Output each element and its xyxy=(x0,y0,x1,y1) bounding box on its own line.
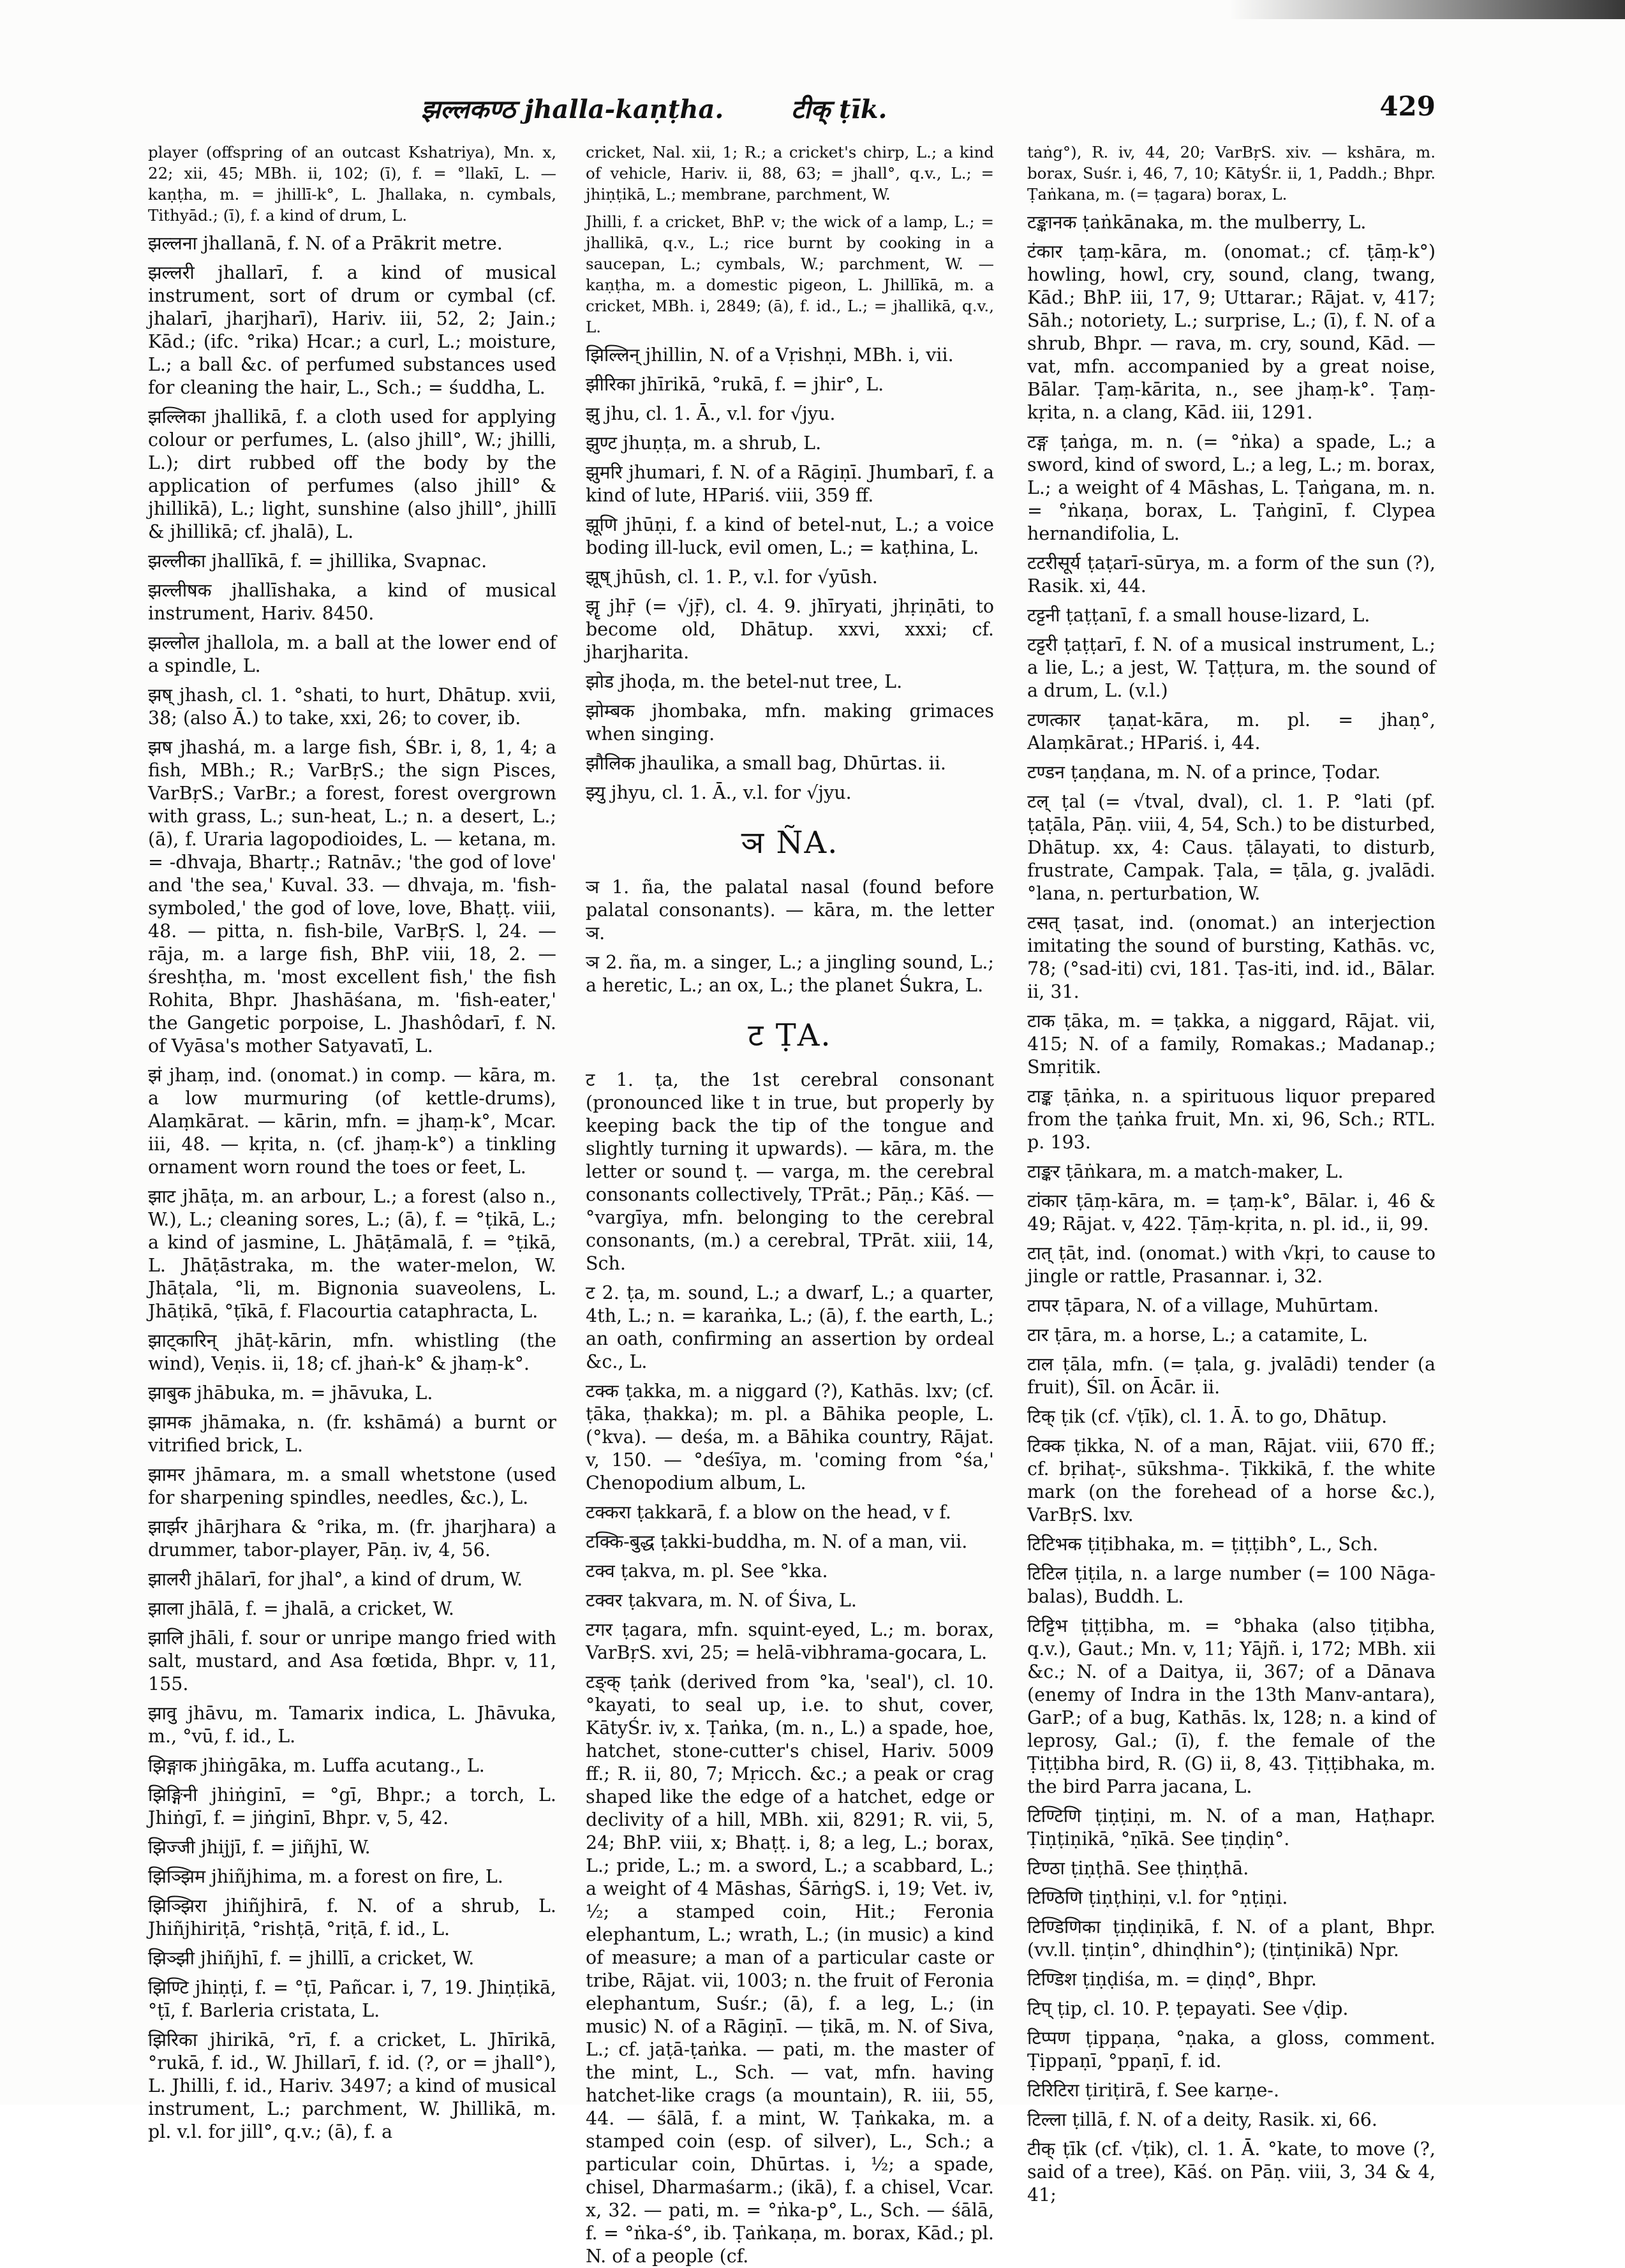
dictionary-entry: झुण्ट jhuṇṭa, m. a shrub, L. xyxy=(586,433,822,454)
dictionary-entry: टक्क ṭakka, m. a niggard (?), Kathās. lxv; (cf. ṭāka, ṭhakka); m. pl. a Bāhika people, L. (°kva). — deśa, m. a Bāhika country, Rājat. v, 150. — °deśīya, m. 'coming from °śa,' Chenopodium album, L. xyxy=(586,1381,994,1493)
dictionary-entry: झिञ्झी jhiñjhī, f. = jhillī, a cricket, W. xyxy=(148,1948,475,1969)
dictionary-entry: टगर ṭagara, mfn. squint-eyed, L.; m. borax, VarBṛS. xvi, 25; = helā-vibhrama-gocara, L. xyxy=(586,1619,994,1663)
dictionary-entry: ट 1. ṭa, the 1st cerebral consonant (pronounced like t in true, but properly by keeping back the tip of the tongue and slightly turning it upwards). — kāra, m. the letter or sound ṭ. — varga, m. the cerebral consonants collectively, TPrāt.; Pāṇ.; Kāś. — °vargīya, mfn. belonging to the cerebral consonants, (m.) a cerebral, TPrāt. xiii, 14, Sch. xyxy=(586,1069,994,1274)
dictionary-entry: झिञ्झिरा jhiñjhirā, f. N. of a shrub, L. Jhiñjhiriṭā, °rishṭā, °riṭā, f. id., L. xyxy=(148,1895,556,1939)
dictionary-entry: झिज्जी jhijjī, f. = jiñjhī, W. xyxy=(148,1837,371,1858)
dictionary-entry: टिक्क ṭikka, N. of a man, Rājat. viii, 670 ff.; cf. bṛihaṭ-, sūkshma-. Ṭikkikā, f. the white mark (on the forehead of a horse &c.), VarBṛS. lxv. xyxy=(1027,1435,1436,1525)
dictionary-entry: ञ 2. ña, m. a singer, L.; a jingling sound, L.; a heretic, L.; an ox, L.; the planet Śukra, L. xyxy=(586,952,994,996)
dictionary-entry: टिप् ṭip, cl. 10. P. ṭepayati. See √ḍip. xyxy=(1027,1998,1349,2019)
dictionary-entry: टक्वर ṭakvara, m. N. of Śiva, L. xyxy=(586,1590,857,1611)
column-right xyxy=(1027,142,1436,2205)
dictionary-entry: झिल्लिन् jhillin, N. of a Vṛishṇi, MBh. i, vii. xyxy=(586,345,954,366)
dictionary-entry: टिक् ṭik (cf. √ṭīk), cl. 1. Ā. to go, Dhātup. xyxy=(1027,1406,1388,1427)
page-number: 429 xyxy=(1379,91,1436,122)
dictionary-entry: झार्झर jhārjhara & °rika, m. (fr. jharjhara) a drummer, tabor-player, Pāṇ. iv, 4, 56. xyxy=(148,1516,556,1560)
dictionary-entry: टिण्डिश ṭiṇḍiśa, m. = ḍiṇḍ°, Bhpr. xyxy=(1027,1969,1317,1990)
dictionary-entry: टङ्कानक ṭaṅkānaka, m. the mulberry, L. xyxy=(1027,212,1367,233)
column-middle xyxy=(586,142,994,2267)
dictionary-entry: झावु jhāvu, m. Tamarix indica, L. Jhāvuka, m., °vū, f. id., L. xyxy=(148,1703,556,1747)
dictionary-entry: झल्लरी jhallarī, f. a kind of musical instrument, sort of drum or cymbal (cf. jhalarī, jharjharī), Hariv. iii, 52, 2; Jain.; Kād.; (ifc. °rika) Hcar.; a curl, L.; moisture, L.; a ball &c. of perfumed substances used for cleaning the hair, L., Sch.; = śuddha, L. xyxy=(148,262,556,398)
dictionary-entry: झाट jhāṭa, m. an arbour, L.; a forest (also n., W.), L.; cleaning sores, L.; (ā), f. = °ṭikā, L.; a kind of jasmine, L. Jhāṭāmalā, f. = °ṭikā, L. Jhāṭāstraka, m. the water-melon, W. Jhāṭala, °li, m. Bignonia suaveolens, L. Jhāṭikā, °ṭīkā, f. Flacourtia cataphracta, L. xyxy=(148,1186,556,1322)
dictionary-entry: झौलिक jhaulika, a small bag, Dhūrtas. ii. xyxy=(586,753,946,774)
dictionary-entry: player (offspring of an outcast Kshatriya), Mn. x, 22; xii, 45; MBh. ii, 102; (ī), f. = °llakī, L. — kaṇṭha, m. = jhillī-k°, L. Jhallaka, n. cymbals, Tithyād.; (ī), f. a kind of drum, L. xyxy=(148,143,556,225)
dictionary-entry: झल्लीषक jhallīshaka, a kind of musical instrument, Hariv. 8450. xyxy=(148,580,556,624)
dictionary-entry: टिण्ठा ṭiṇṭhā. See ṭhiṇṭhā. xyxy=(1027,1858,1249,1879)
dictionary-entry: झाबुक jhābuka, m. = jhāvuka, L. xyxy=(148,1382,433,1404)
dictionary-entry: झूणि jhūṇi, f. a kind of betel-nut, L.; a voice boding ill-luck, evil omen, L.; = kaṭhina, L. xyxy=(586,514,994,558)
dictionary-entry: टक्कि-बुद्ध ṭakki-buddha, m. N. of a man, vii. xyxy=(586,1531,968,1552)
dictionary-entry: टक्करा ṭakkarā, f. a blow on the head, v f. xyxy=(586,1502,951,1523)
dictionary-entry: झिण्टि jhiṇṭi, f. = °ṭī, Pañcar. i, 7, 19. Jhiṇṭikā, °ṭī, f. Barleria cristata, L. xyxy=(148,1977,556,2021)
dictionary-entry: झष् jhash, cl. 1. °shati, to hurt, Dhātup. xvii, 38; (also Ā.) to take, xxi, 26; to cover, ib. xyxy=(148,685,556,729)
dictionary-entry: झाला jhālā, f. = jhalā, a cricket, W. xyxy=(148,1598,454,1619)
dictionary-entry: झल्लना jhallanā, f. N. of a Prākrit metre. xyxy=(148,233,503,254)
dictionary-entry: टणत्कार ṭaṇat-kāra, m. pl. = jhaṇ°, Alaṃkārat.; HPariś. i, 44. xyxy=(1027,709,1436,753)
dictionary-entry: झाट्कारिन् jhāṭ-kārin, mfn. whistling (the wind), Veṇis. ii, 18; cf. jhaṅ-k° & jhaṃ-k°. xyxy=(148,1330,556,1374)
dictionary-entry: झल्लोल jhallola, m. a ball at the lower end of a spindle, L. xyxy=(148,632,556,676)
dictionary-entry: टांकार ṭāṃ-kāra, m. = ṭaṃ-k°, Bālar. i, 46 & 49; Rājat. v, 422. Ṭāṃ-kṛita, n. pl. id., ii, 99. xyxy=(1027,1190,1436,1234)
dictionary-entry: टसत् ṭasat, ind. (onomat.) an interjection imitating the sound of bursting, Kathās. vc, 78; (°sad-iti) cvi, 181. Ṭas-iti, ind. id., Bālar. ii, 31. xyxy=(1027,912,1436,1002)
dictionary-entry: टाङ्कर ṭāṅkara, m. a match-maker, L. xyxy=(1027,1161,1344,1182)
running-head-center: टीक् ṭīk. xyxy=(791,94,887,124)
dictionary-entry: टिरिटिरा ṭiriṭirā, f. See karṇe-. xyxy=(1027,2080,1279,2101)
dictionary-entry: झीरिका jhīrikā, °rukā, f. = jhir°, L. xyxy=(586,374,884,395)
dictionary-entry: झु jhu, cl. 1. Ā., v.l. for √jyu. xyxy=(586,403,836,424)
scan-edge-shadow xyxy=(1229,0,1625,19)
dictionary-entry: टङ्क् ṭaṅk (derived from °ka, 'seal'), cl. 10. °kayati, to seal up, i.e. to shut, cover, KātyŚr. iv, x. Ṭaṅka, (m. n., L.) a spade, hoe, hatchet, stone-cutter's chisel, Hariv. 5009 ff.; R. ii, 80, 7; Mṛicch. &c.; a peak or crag shaped like the edge of a hatchet, edge or declivity of a hill, MBh. xii, 8291; R. vii, 5, 24; BhP. viii, x; Bhaṭṭ. i, 8; a leg, L.; borax, L.; pride, L.; m. a sword, L.; a scabbard, L.; a weight of 4 Māshas, ŚārṅgS. i, 19; Vet. iv, ½; a stamped coin, Hit.; Feronia elephantum, L.; wrath, L.; (in music) a kind of measure; a man of a particular caste or tribe, Rājat. vii, 1003; n. the fruit of Feronia elephantum, Suśr.; (ā), f. a leg, L.; (in music) N. of a Rāgiṇī. — ṭikā, m. N. of Siva, L.; cf. jaṭā-ṭaṅka. — pati, m. the master of the mint, L., Sch. — vat, mfn. having hatchet-like crags (a mountain), R. iii, 55, 44. — śālā, f. a mint, W. Ṭaṅkaka, m. a stamped coin (esp. of silver), L., Sch.; a particular coin, Dhūrtas. i, ½; a spade, chisel, Dharmaśarm.; (ikā), f. a chisel, Vcar. x, 32. — pati, m. = °ṅka-p°, L., Sch. — śālā, f. = °ṅka-ś°, ib. Ṭaṅkaṇa, m. borax, Kād.; pl. N. of a people (cf. xyxy=(586,1671,994,2267)
dictionary-entry: झामक jhāmaka, n. (fr. kshāmá) a burnt or vitrified brick, L. xyxy=(148,1412,556,1456)
section-heading: ट ṬA. xyxy=(748,1018,832,1053)
column-left xyxy=(148,142,556,2142)
dictionary-entry: cricket, Nal. xii, 1; R.; a cricket's chirp, L.; a kind of vehicle, Hariv. ii, 88, 63; = jhall°, q.v., L.; = jhiṇṭikā, L.; membrane, parchment, W. xyxy=(586,143,994,204)
dictionary-entry: टिटिल ṭiṭila, n. a large number (= 100 Nāga-balas), Buddh. L. xyxy=(1027,1563,1436,1607)
dictionary-entry: टापर ṭāpara, N. of a village, Muhūrtam. xyxy=(1027,1295,1379,1316)
dictionary-entry: टिण्डिणिका ṭiṇḍiṇikā, f. N. of a plant, Bhpr. (vv.ll. ṭinṭin°, dhinḍhin°); (ṭinṭinikā) Npr. xyxy=(1027,1916,1436,1960)
dictionary-entry: टाङ्क ṭāṅka, n. a spirituous liquor prepared from the ṭaṅka fruit, Mn. xi, 96, Sch.; RTL. p. 193. xyxy=(1027,1086,1436,1153)
dictionary-entry: टटरीसूर्य ṭaṭarī-sūrya, m. a form of the sun (?), Rasik. xi, 44. xyxy=(1027,552,1436,597)
dictionary-entry: ट 2. ṭa, m. sound, L.; a dwarf, L.; a quarter, 4th, L.; n. = karaṅka, L.; (ā), f. the earth, L.; an oath, confirming an assertion by ordeal &c., L. xyxy=(586,1282,994,1372)
dictionary-entry: झिङ्गिनी jhiṅginī, = °gī, Bhpr.; a torch, L. Jhiṅgī, f. = jiṅginī, Bhpr. v, 5, 42. xyxy=(148,1784,556,1828)
dictionary-entry: टङ्ग ṭaṅga, m. n. (= °ṅka) a spade, L.; a sword, kind of sword, L.; a leg, L.; m. borax, L.; a weight of 4 Māshas, L. Ṭaṅgana, m. n. = °ṅkaṇa, borax, L. Ṭaṅginī, f. Clypea hernandifolia, L. xyxy=(1027,431,1436,544)
dictionary-entry: झालि jhāli, f. sour or unripe mango fried with salt, mustard, and Asa fœtida, Bhpr. v, 11, 155. xyxy=(148,1627,556,1694)
dictionary-entry: झूष् jhūsh, cl. 1. P., v.l. for √yūsh. xyxy=(586,567,878,588)
dictionary-entry: टट्टरी ṭaṭṭarī, f. N. of a musical instrument, L.; a lie, L.; a jest, W. Ṭaṭṭura, m. the sound of a drum, L. (v.l.) xyxy=(1027,634,1436,701)
dictionary-entry: झ्यु jhyu, cl. 1. Ā., v.l. for √jyu. xyxy=(586,782,852,803)
dictionary-entry: टाल ṭāla, mfn. (= ṭala, g. jvalādi) tender (a fruit), Śīl. on Ācār. ii. xyxy=(1027,1354,1436,1398)
dictionary-entry: झालरी jhālarī, for jhal°, a kind of drum, W. xyxy=(148,1569,523,1590)
dictionary-entry: taṅg°), R. iv, 44, 20; VarBṛS. xiv. — kshāra, m. borax, Suśr. i, 46, 7, 10; KātyŚr. ii, 1, Paddh.; Bhpr. Ṭaṅkana, m. (= ṭagara) borax, L. xyxy=(1027,143,1436,204)
dictionary-entry: टट्टनी ṭaṭṭanī, f. a small house-lizard, L. xyxy=(1027,605,1370,626)
section-heading: ञ ÑA. xyxy=(741,825,839,861)
dictionary-entry: झं jhaṃ, ind. (onomat.) in comp. — kāra, m. a low murmuring (of kettle-drums), Alaṃkārat. — kārin, mfn. = jhaṃ-k°, Mcar. iii, 48. — kṛita, n. (cf. jhaṃ-k°) a tinkling ornament worn round the toes or feet, L. xyxy=(148,1065,556,1178)
dictionary-entry: झोम्बक jhombaka, mfn. making grimaces when singing. xyxy=(586,700,994,745)
dictionary-entry: झिङ्गाक jhiṅgāka, m. Luffa acutang., L. xyxy=(148,1755,485,1776)
dictionary-entry: ञ 1. ña, the palatal nasal (found before palatal consonants). — kāra, m. the letter ञ. xyxy=(586,877,994,944)
dictionary-entry: झष jhashá, m. a large fish, ŚBr. i, 8, 1, 4; a fish, MBh.; R.; VarBṛS.; the sign Pisces, VarBṛS.; VarBr.; a forest, forest overgrown with grass, L.; sun-heat, L.; n. a desert, L.; (ā), f. Uraria lagopodioides, L. — ketana, m. = -dhvaja, Bhartṛ.; Ratnāv.; 'the god of love' and 'the sea,' Kuval. 33. — dhvaja, m. 'fish-symboled,' the god of love, love, Bhaṭṭ. viii, 48. — pitta, n. fish-bile, VarBṛS. l, 24. — rāja, m. a large fish, BhP. viii, 18, 2. — śreshṭha, m. 'most excellent fish,' the fish Rohita, Bhpr. Jhashāśana, m. 'fish-eater,' the Gangetic porpoise, L. Jhashôdarī, f. N. of Vyāsa's mother Satyavatī, L. xyxy=(148,737,556,1056)
dictionary-entry: झोड jhoḍa, m. the betel-nut tree, L. xyxy=(586,671,903,692)
dictionary-entry: टाक ṭāka, m. = ṭakka, a niggard, Rājat. vii, 415; N. of a family, Romakas.; Madanap.; Smṛitik. xyxy=(1027,1011,1436,1078)
dictionary-entry: झिरिका jhirikā, °rī, f. a cricket, L. Jhīrikā, °rukā, f. id., W. Jhillarī, f. id. (?, or = jhall°), L. Jhilli, f. id., Hariv. 3497; a kind of musical instrument, L.; parchment, W. Jhillikā, m. pl. v.l. for jill°, q.v.; (ā), f. a xyxy=(148,2029,556,2142)
dictionary-entry: टिप्पण ṭippaṇa, °ṇaka, a gloss, comment. Ṭippaṇī, °ppaṇī, f. id. xyxy=(1027,2027,1436,2072)
dictionary-entry: झॄ jhṝ (= √jṝ), cl. 4. 9. jhīryati, jhṛiṇāti, to become old, Dhātup. xxvi, xxxi; cf. jharjharita. xyxy=(586,596,994,663)
dictionary-entry: टंकार ṭaṃ-kāra, m. (onomat.; cf. ṭāṃ-k°) howling, howl, cry, sound, clang, twang, Kād.; BhP. iii, 17, 9; Uttarar.; Rājat. v, 417; Sāh.; notoriety, L.; surprise, L.; (ī), f. N. of a shrub, Bhpr. — rava, m. cry, sound, Kād. — vat, mfn. accompanied by a great noise, Bālar. Ṭaṃ-kārita, n., see jhaṃ-k°. Ṭaṃ-kṛita, n. a clang, Kād. iii, 1291. xyxy=(1027,241,1436,423)
dictionary-entry: झिञ्झिम jhiñjhima, m. a forest on fire, L. xyxy=(148,1866,503,1887)
dictionary-entry: झुमरि jhumari, f. N. of a Rāgiṇī. Jhumbarī, f. a kind of lute, HPariś. viii, 359 ff. xyxy=(586,462,994,506)
dictionary-entry: झामर jhāmara, m. a small whetstone (used for sharpening spindles, needles, &c.), L. xyxy=(148,1464,556,1508)
dictionary-entry: टिण्टिणि ṭiṇṭiṇi, m. N. of a man, Haṭhapr. Ṭiṇṭiṇikā, °ṇīkā. See ṭiṇḍiṇ°. xyxy=(1027,1805,1436,1849)
dictionary-entry: टिल्ला ṭillā, f. N. of a deity, Rasik. xi, 66. xyxy=(1027,2109,1377,2130)
dictionary-entry: Jhilli, f. a cricket, BhP. v; the wick of a lamp, L.; = jhallikā, q.v., L.; rice burnt by cooking in a saucepan, L.; cymbals, W.; parchment, W. — kaṇṭha, m. a domestic pigeon, L. Jhillīkā, m. a cricket, MBh. i, 2849; (ā), f. id., L.; = jhallikā, q.v., L. xyxy=(586,212,994,336)
page-header xyxy=(147,91,1436,129)
dictionary-entry: टिट्टिभ ṭiṭṭibha, m. = °bhaka (also ṭiṭibha, q.v.), Gaut.; Mn. v, 11; Yājñ. i, 172; MBh. xii &c.; N. of a Daitya, ii, 367; of a Dānava (enemy of Indra in the 13th Manv-antara), GarP.; of a bug, Kathās. lx, 128; n. a kind of leprosy, Gal.; (ī), f. the female of the Ṭiṭṭibha bird, R. (G) ii, 8, 43. Ṭiṭṭibhaka, m. the bird Parra jacana, L. xyxy=(1027,1615,1436,1797)
dictionary-entry: टार ṭāra, m. a horse, L.; a catamite, L. xyxy=(1027,1324,1369,1345)
dictionary-entry: टिण्ठिणि ṭiṇṭhiṇi, v.l. for °ṇṭiṇi. xyxy=(1027,1887,1288,1908)
dictionary-entry: टीक् ṭīk (cf. √ṭik), cl. 1. Ā. °kate, to move (?, said of a tree), Kāś. on Pāṇ. viii, 3, 34 & 4, 41; xyxy=(1027,2138,1436,2205)
dictionary-entry: झल्लीका jhallīkā, f. = jhillika, Svapnac. xyxy=(148,551,487,572)
dictionary-entry: टण्डन ṭaṇḍana, m. N. of a prince, Ṭodar. xyxy=(1027,762,1381,783)
dictionary-entry: टिटिभक ṭiṭibhaka, m. = ṭiṭṭibh°, L., Sch. xyxy=(1027,1534,1379,1555)
dictionary-entry: झल्लिका jhallikā, f. a cloth used for applying colour or perfumes, L. (also jhill°, W.; jhilli, L.); dirt rubbed off the body by the application of perfumes (also jhill° & jhillikā), L.; light, sunshine (also jhill°, jhillī & jhillikā; cf. jhalā), L. xyxy=(148,406,556,542)
dictionary-entry: टात् ṭāt, ind. (onomat.) with √kṛi, to cause to jingle or rattle, Prasannar. i, 32. xyxy=(1027,1243,1436,1287)
dictionary-entry: टल् ṭal (= √tval, dval), cl. 1. P. °lati (pf. ṭaṭāla, Pāṇ. viii, 4, 54, Sch.) to be disturbed, Dhātup. xx, 4: Caus. ṭālayati, to disturb, frustrate, Campak. Ṭala, = ṭāla, g. jvalādi. °lana, n. perturbation, W. xyxy=(1027,791,1436,904)
running-head-left: झल्लकण्ठ jhalla-kaṇṭha. xyxy=(421,94,724,124)
dictionary-entry: टक्व ṭakva, m. pl. See °kka. xyxy=(586,1560,828,1582)
